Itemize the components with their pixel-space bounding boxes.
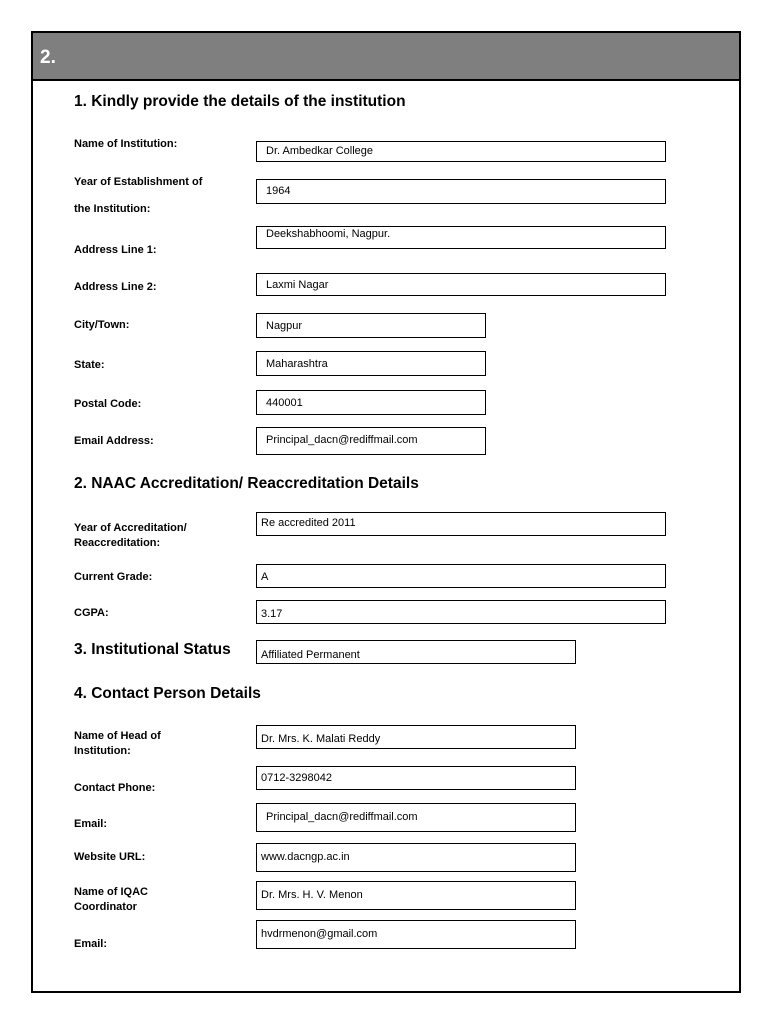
email-address-field[interactable]: Principal_dacn@rediffmail.com [256,427,486,455]
head-name-label-line1: Name of Head of [74,730,161,742]
institutional-status-field[interactable]: Affiliated Permanent [256,640,576,664]
contact-phone-field[interactable]: 0712-3298042 [256,766,576,790]
establishment-year-label-line2: the Institution: [74,203,151,215]
establishment-year-label-line1: Year of Establishment of [74,176,203,188]
header-bar [33,33,739,81]
current-grade-field[interactable]: A [256,564,666,588]
contact-email-label: Email: [74,818,108,830]
address-line1-field[interactable]: Deekshabhoomi, Nagpur. [256,226,666,249]
page-title: 2. [40,47,56,68]
state-field[interactable]: Maharashtra [256,351,486,376]
iqac-email-field[interactable]: hvdrmenon@gmail.com [256,920,576,949]
address-line1-label: Address Line 1: [74,244,157,256]
iqac-name-label-line1: Name of IQAC [74,886,148,898]
iqac-name-field[interactable]: Dr. Mrs. H. V. Menon [256,881,576,910]
section-heading-status: 3. Institutional Status [74,641,231,658]
cgpa-field[interactable]: 3.17 [256,600,666,624]
section-heading-contact: 4. Contact Person Details [74,685,261,702]
accreditation-year-label-line1: Year of Accreditation/ [74,522,187,534]
current-grade-label: Current Grade: [74,571,153,583]
iqac-name-label-line2: Coordinator [74,901,137,913]
email-address-label: Email Address: [74,435,154,447]
postal-code-field[interactable]: 440001 [256,390,486,415]
cgpa-label: CGPA: [74,607,109,619]
head-name-field[interactable]: Dr. Mrs. K. Malati Reddy [256,725,576,749]
contact-email-field[interactable]: Principal_dacn@rediffmail.com [256,803,576,832]
head-name-label-line2: Institution: [74,745,131,757]
city-field[interactable]: Nagpur [256,313,486,338]
address-line2-label: Address Line 2: [74,281,157,293]
iqac-email-label: Email: [74,938,108,950]
institution-name-field[interactable]: Dr. Ambedkar College [256,141,666,162]
website-url-field[interactable]: www.dacngp.ac.in [256,843,576,872]
website-url-label: Website URL: [74,851,146,863]
state-label: State: [74,359,105,371]
accreditation-year-label-line2: Reaccreditation: [74,537,161,549]
postal-code-label: Postal Code: [74,398,142,410]
section-heading-naac: 2. NAAC Accreditation/ Reaccreditation Details [74,475,419,492]
city-label: City/Town: [74,319,130,331]
establishment-year-field[interactable]: 1964 [256,179,666,204]
institution-name-label: Name of Institution: [74,138,178,150]
address-line2-field[interactable]: Laxmi Nagar [256,273,666,296]
section-heading-institution: 1. Kindly provide the details of the institution [74,93,406,110]
contact-phone-label: Contact Phone: [74,782,156,794]
accreditation-year-field[interactable]: Re accredited 2011 [256,512,666,536]
